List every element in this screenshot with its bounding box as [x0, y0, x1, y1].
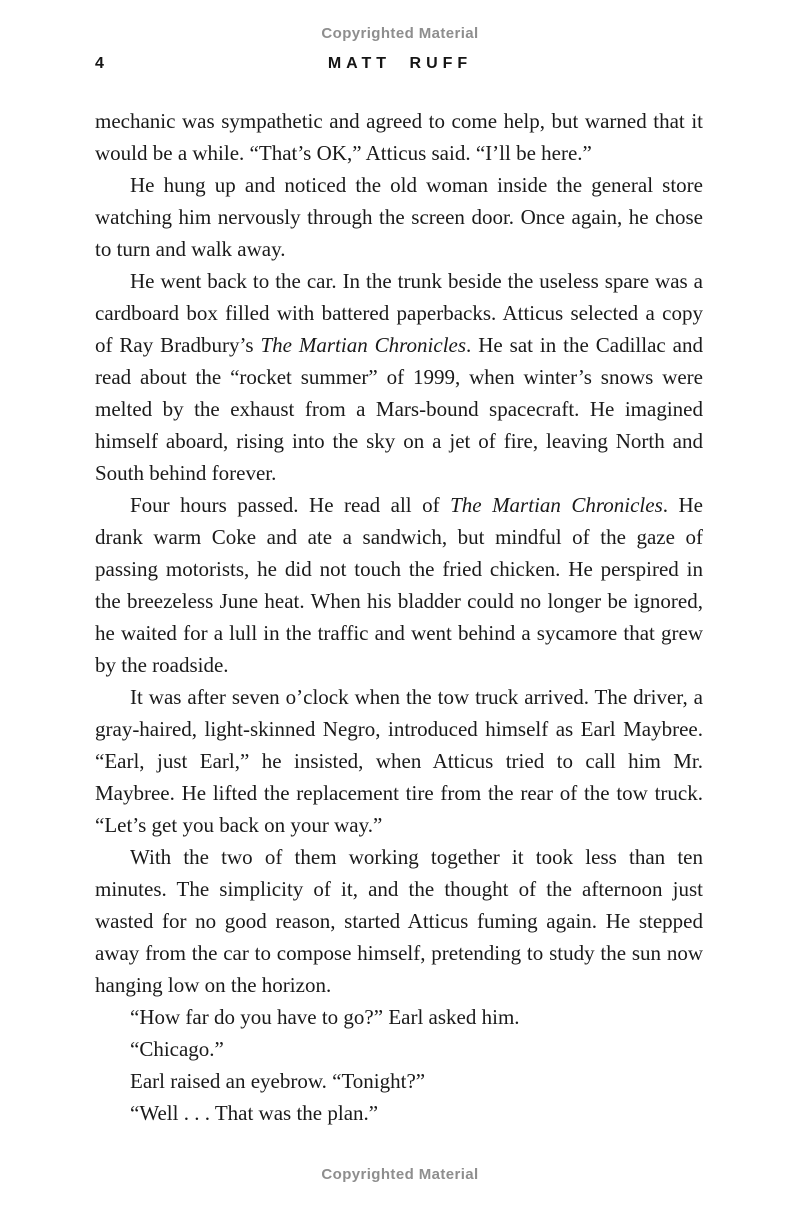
paragraph-text: Four hours passed. He read all of	[130, 493, 451, 517]
paragraph-text: “Well . . . That was the plan.”	[130, 1101, 379, 1125]
book-title-italic: The Martian Chronicles	[450, 493, 663, 517]
paragraph-text: mechanic was sympathetic and agreed to come help, but warned that it would be a while. “That’s OK,” Atticus said. “I’ll be here.”	[95, 109, 703, 165]
body-text	[95, 105, 703, 1129]
paragraph-text: “How far do you have to go?” Earl asked him.	[130, 1005, 520, 1029]
paragraph	[95, 489, 703, 681]
book-title-italic: The Martian Chronicles	[260, 333, 467, 357]
paragraph	[95, 1001, 703, 1033]
paragraph	[95, 681, 703, 841]
paragraph	[95, 105, 703, 169]
paragraph	[95, 265, 703, 489]
paragraph	[95, 1065, 703, 1097]
paragraph-text: Earl raised an eyebrow. “Tonight?”	[130, 1069, 426, 1093]
paragraph	[95, 1097, 703, 1129]
copyright-notice-top: Copyrighted Material	[321, 25, 479, 42]
running-head-author: MATT RUFF	[327, 55, 473, 72]
paragraph-text: “Chicago.”	[130, 1037, 224, 1061]
paragraph-text: It was after seven o’clock when the tow truck arrived. The driver, a gray-haired, light-skinned Negro, introduced himself as Earl Maybree. “Earl, just Earl,” he insisted, when Atticus tried to call him Mr. Maybree. He lifted the replacement tire from the rear of the tow truck. “Let’s get you back on your way.”	[95, 685, 703, 837]
paragraph-text: With the two of them working together it took less than ten minutes. The simplicity of it, and the thought of the afternoon just wasted for no good reason, started Atticus fuming again. He stepped away from the car to compose himself, pretending to study the sun now hanging low on the horizon.	[95, 845, 703, 997]
paragraph	[95, 169, 703, 265]
page-number: 4	[95, 55, 104, 72]
paragraph-text: He went back to the car. In the trunk beside the useless spare was a cardboard box filled with battered paperbacks. Atticus selected a copy of Ray Bradbury’s	[95, 269, 703, 357]
copyright-notice-bottom: Copyrighted Material	[321, 1166, 479, 1183]
paragraph-text: . He sat in the Cadillac and read about the “rocket summer” of 1999, when winter’s snows were melted by the exhaust from a Mars-bound spacecraft. He imagined himself aboard, rising into the sky on a jet of fire, leaving North and South behind forever.	[95, 333, 703, 485]
paragraph-text: He hung up and noticed the old woman inside the general store watching him nervously through the screen door. Once again, he chose to turn and walk away.	[95, 173, 703, 261]
paragraph	[95, 1033, 703, 1065]
paragraph-text: . He drank warm Coke and ate a sandwich, but mindful of the gaze of passing motorists, he did not touch the fried chicken. He perspired in the breezeless June heat. When his bladder could no longer be ignored, he waited for a lull in the traffic and went behind a sycamore that grew by the roadside.	[95, 493, 703, 677]
paragraph	[95, 841, 703, 1001]
